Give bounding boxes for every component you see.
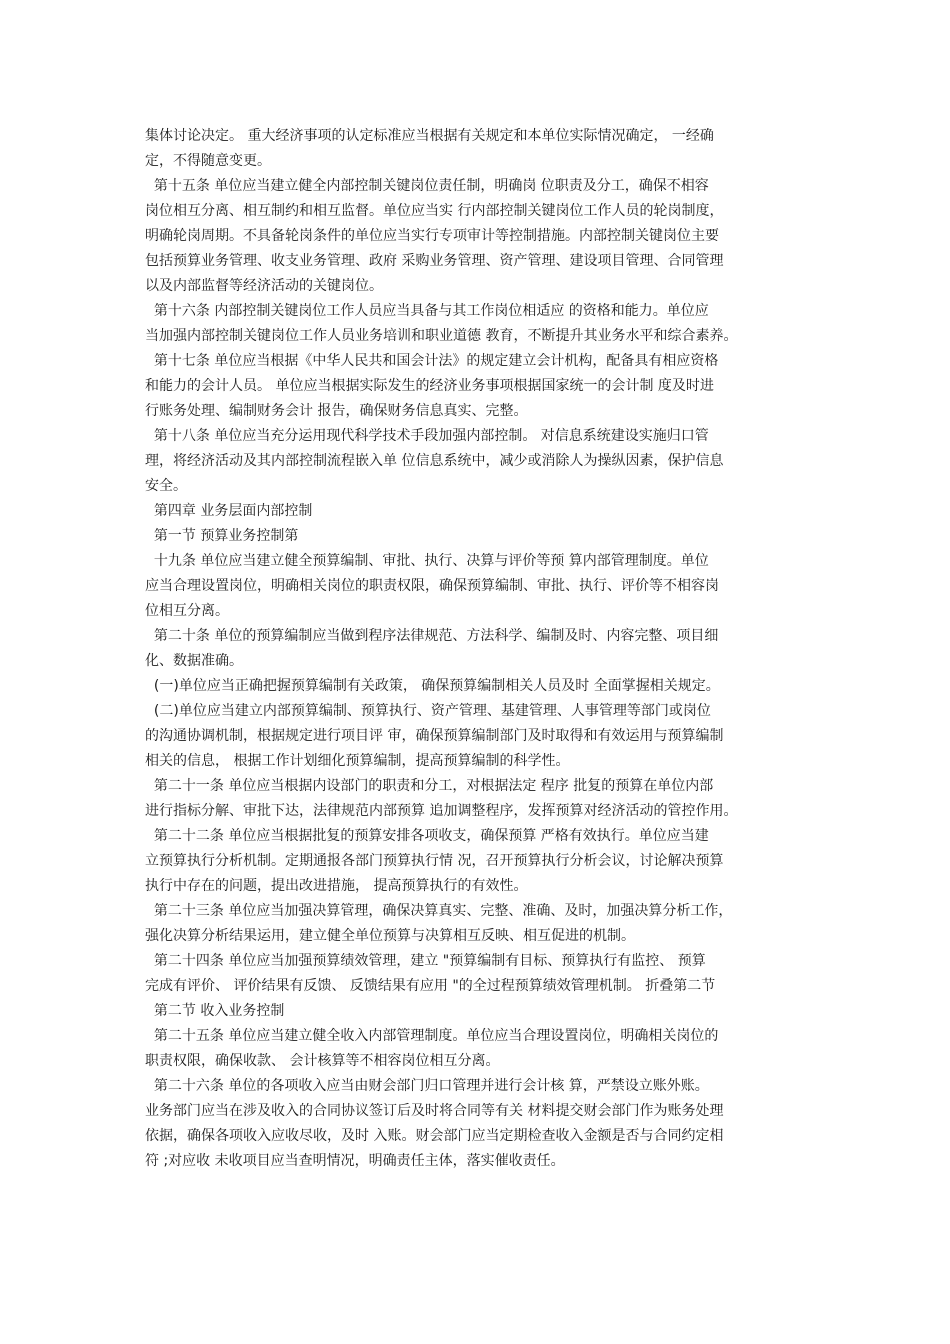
- text-line: 完成有评价、 评价结果有反馈、 反馈结果有应用 "的全过程预算绩效管理机制。 折叠第二节: [145, 978, 716, 994]
- text-line: 立预算执行分析机制。定期通报各部门预算执行情 况，召开预算执行分析会议，讨论解决预算: [145, 853, 724, 869]
- section-heading: 第二节 收入业务控制: [145, 1003, 285, 1019]
- text-line: 包括预算业务管理、收支业务管理、政府 采购业务管理、资产管理、建设项目管理、合同管理: [145, 253, 724, 269]
- text-line: (二)单位应当建立内部预算编制、预算执行、资产管理、基建管理、人事管理等部门或岗位: [145, 703, 711, 719]
- text-line: 当加强内部控制关键岗位工作人员业务培训和职业道德 教育，不断提升其业务水平和综合素养。: [145, 328, 738, 344]
- text-line: 和能力的会计人员。 单位应当根据实际发生的经济业务事项根据国家统一的会计制 度及时进: [145, 378, 714, 394]
- text-line: 化、数据准确。: [145, 653, 243, 669]
- text-line: 第十五条 单位应当建立健全内部控制关键岗位责任制，明确岗 位职责及分工，确保不相容: [145, 178, 709, 194]
- document-body: [145, 124, 815, 1174]
- text-line: 理，将经济活动及其内部控制流程嵌入单 位信息系统中，减少或消除人为操纵因素，保护信息: [145, 453, 724, 469]
- text-line: 第二十二条 单位应当根据批复的预算安排各项收支，确保预算 严格有效执行。单位应当建: [145, 828, 709, 844]
- text-line: 十九条 单位应当建立健全预算编制、审批、执行、决算与评价等预 算内部管理制度。单位: [145, 553, 709, 569]
- text-line: 强化决算分析结果运用，建立健全单位预算与决算相互反映、相互促进的机制。: [145, 928, 635, 944]
- text-line: (一)单位应当正确把握预算编制有关政策， 确保预算编制相关人员及时 全面掌握相关规定。: [145, 678, 720, 694]
- text-line: 第二十一条 单位应当根据内设部门的职责和分工，对根据法定 程序 批复的预算在单位内部: [145, 778, 714, 794]
- text-line: 执行中存在的问题，提出改进措施， 提高预算执行的有效性。: [145, 878, 528, 894]
- text-line: 行账务处理、编制财务会计 报告，确保财务信息真实、完整。: [145, 403, 528, 419]
- section-heading: 第一节 预算业务控制第: [145, 528, 299, 544]
- chapter-heading: 第四章 业务层面内部控制: [145, 503, 313, 519]
- text-line: 岗位相互分离、相互制约和相互监督。单位应当实 行内部控制关键岗位工作人员的轮岗制度，: [145, 203, 724, 219]
- text-line: 业务部门应当在涉及收入的合同协议签订后及时将合同等有关 材料提交财会部门作为账务处理: [145, 1103, 724, 1119]
- text-line: 第二十四条 单位应当加强预算绩效管理，建立 "预算编制有目标、预算执行有监控、 预算: [145, 953, 706, 969]
- text-line: 进行指标分解、审批下达，法律规范内部预算 追加调整程序，发挥预算对经济活动的管控作用。: [145, 803, 738, 819]
- text-line: 职责权限，确保收款、 会计核算等不相容岗位相互分离。: [145, 1053, 500, 1069]
- text-line: 依据，确保各项收入应收尽收，及时 入账。财会部门应当定期检查收入金额是否与合同约定相: [145, 1128, 724, 1144]
- text-line: 第二十条 单位的预算编制应当做到程序法律规范、方法科学、编制及时、内容完整、项目细: [145, 628, 719, 644]
- text-line: 定，不得随意变更。: [145, 153, 271, 169]
- text-line: 第十八条 单位应当充分运用现代科学技术手段加强内部控制。 对信息系统建设实施归口管: [145, 428, 709, 444]
- text-line: 明确轮岗周期。不具备轮岗条件的单位应当实行专项审计等控制措施。内部控制关键岗位主要: [145, 228, 719, 244]
- text-line: 第二十五条 单位应当建立健全收入内部管理制度。单位应当合理设置岗位，明确相关岗位的: [145, 1028, 719, 1044]
- text-line: 相关的信息， 根据工作计划细化预算编制，提高预算编制的科学性。: [145, 753, 570, 769]
- text-line: 第二十三条 单位应当加强决算管理，确保决算真实、完整、准确、及时，加强决算分析工作，: [145, 903, 733, 919]
- text-line: 第十七条 单位应当根据《中华人民共和国会计法》的规定建立会计机构，配备具有相应资格: [145, 353, 719, 369]
- text-line: 位相互分离。: [145, 603, 229, 619]
- text-line: 第十六条 内部控制关键岗位工作人员应当具备与其工作岗位相适应 的资格和能力。单位应: [145, 303, 709, 319]
- text-line: 第二十六条 单位的各项收入应当由财会部门归口管理并进行会计核 算，严禁设立账外账。: [145, 1078, 709, 1094]
- text-line: 以及内部监督等经济活动的关键岗位。: [145, 278, 383, 294]
- text-line: 符 ;对应收 未收项目应当查明情况，明确责任主体，落实催收责任。: [145, 1153, 565, 1169]
- text-line: 应当合理设置岗位，明确相关岗位的职责权限，确保预算编制、审批、执行、评价等不相容岗: [145, 578, 719, 594]
- text-line: 安全。: [145, 478, 187, 494]
- text-line: 集体讨论决定。 重大经济事项的认定标准应当根据有关规定和本单位实际情况确定， 一经确: [145, 128, 714, 144]
- text-line: 的沟通协调机制，根据规定进行项目评 审，确保预算编制部门及时取得和有效运用与预算编制: [145, 728, 724, 744]
